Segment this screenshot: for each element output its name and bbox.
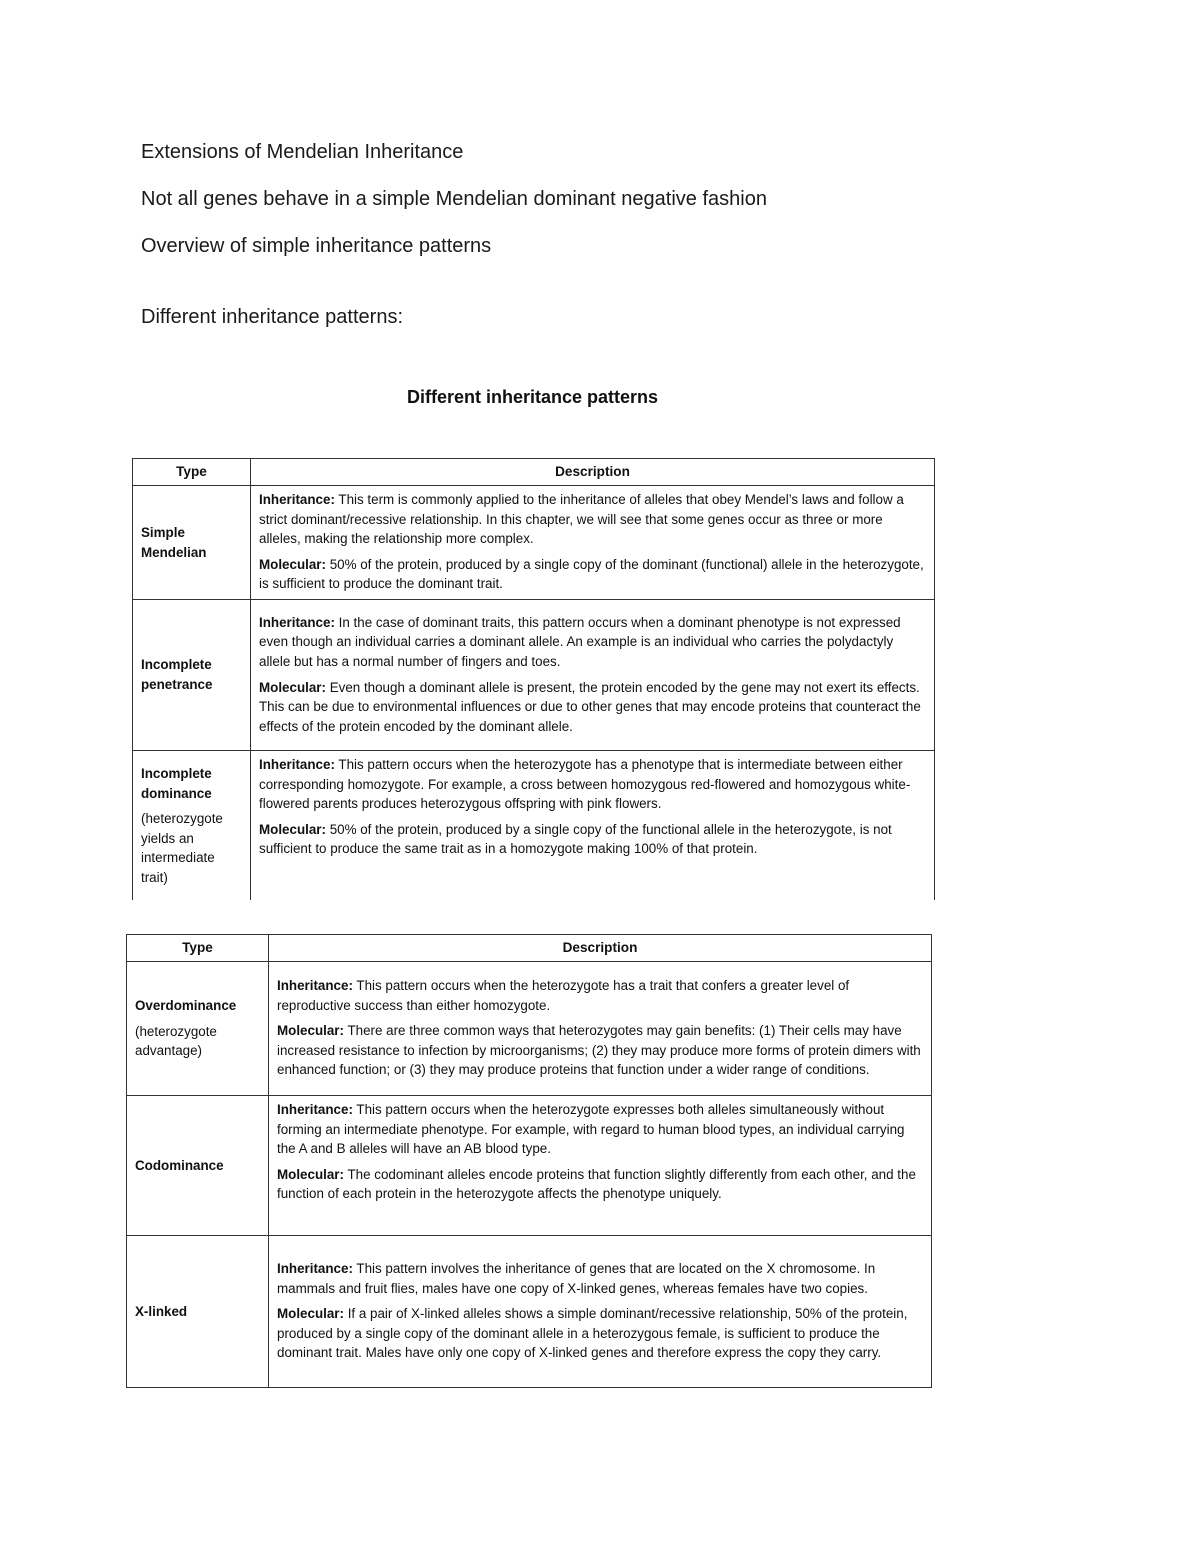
type-cell (127, 1096, 269, 1236)
type-name: X-linked (135, 1303, 188, 1319)
description-cell (269, 1096, 932, 1236)
type-cell (127, 962, 269, 1096)
molecular-paragraph (259, 820, 926, 859)
table-row (127, 962, 932, 1096)
molecular-paragraph (259, 678, 926, 737)
table-row (133, 600, 935, 751)
inheritance-paragraph (259, 490, 926, 549)
molecular-paragraph (277, 1165, 923, 1204)
molecular-text: 50% of the protein, produced by a single copy of the dominant (functional) allele in the heterozygote, is sufficient to produce the dominant trait. (259, 556, 924, 592)
inheritance-label: Inheritance: (259, 492, 335, 508)
molecular-label: Molecular: (277, 1306, 344, 1322)
type-name: Overdominance (135, 998, 237, 1014)
inheritance-paragraph (277, 1100, 923, 1159)
inheritance-text: This pattern occurs when the heterozygote has a phenotype that is intermediate between either corresponding homozygote. For example, a cross between homozygous red-flowered and homozygous white-flowered parents produces heterozygous offspring with pink flowers. (259, 757, 911, 812)
molecular-paragraph (277, 1304, 923, 1363)
inheritance-label: Inheritance: (259, 614, 335, 630)
molecular-label: Molecular: (277, 1166, 344, 1182)
inheritance-text: This term is commonly applied to the inheritance of alleles that obey Mendel’s laws and follow a strict dominant/recessive relationship. In this chapter, we will see that some genes occur as three or more alleles, making the relationship more complex. (259, 492, 904, 547)
inheritance-label: Inheritance: (259, 757, 335, 772)
type-column-header: Type (133, 459, 251, 486)
type-name: Incomplete penetrance (141, 657, 213, 692)
inheritance-paragraph (259, 613, 926, 672)
figure-title: Different inheritance patterns (406, 387, 659, 407)
molecular-text: 50% of the protein, produced by a single copy of the functional allele in the heterozygote, is not sufficient to produce the same trait as in a homozygote making 100% of that protein. (259, 821, 892, 857)
description-column-header: Description (269, 935, 932, 962)
inheritance-text: This pattern occurs when the heterozygote has a trait that confers a greater level of reproductive success than either homozygote. (277, 978, 850, 1013)
inheritance-text: In the case of dominant traits, this pattern occurs when a dominant phenotype is not expressed even though an individual carries a dominant allele. An example is an individual who carries the polydactyly allele but has a normal number of fingers and toes. (259, 614, 901, 669)
inheritance-paragraph (277, 1259, 923, 1298)
patterns-line: Different inheritance patterns: (141, 306, 404, 328)
type-name: Simple Mendelian (141, 524, 207, 560)
intro-sentence: Not all genes behave in a simple Mendelian dominant negative fashion (141, 188, 767, 210)
molecular-label: Molecular: (259, 679, 326, 695)
type-name: Incomplete dominance (141, 766, 212, 801)
molecular-text: If a pair of X-linked alleles shows a simple dominant/recessive relationship, 50% of the protein, produced by a single copy of the dominant allele in a heterozygous female, is sufficient to produce the dominant trait. Males have only one copy of X-linked genes and therefore express the copy they carry. (277, 1306, 908, 1361)
type-note: (heterozygote yields an intermediate trait) (141, 811, 223, 885)
type-cell (133, 600, 251, 751)
description-column-header: Description (251, 459, 935, 486)
inheritance-paragraph (277, 976, 923, 1015)
table-row (133, 751, 935, 900)
inheritance-paragraph (259, 755, 926, 814)
inheritance-label: Inheritance: (277, 978, 353, 994)
molecular-label: Molecular: (259, 821, 326, 837)
table-header-row (133, 459, 935, 486)
inheritance-table-2 (126, 934, 932, 1388)
document-title: Extensions of Mendelian Inheritance (141, 141, 464, 163)
table-row (133, 486, 935, 600)
inheritance-text: This pattern involves the inheritance of genes that are located on the X chromosome. In mammals and fruit flies, males have one copy of X-linked genes, whereas females have two copies. (277, 1261, 876, 1296)
type-column-header: Type (127, 935, 269, 962)
type-cell (133, 486, 251, 600)
description-cell (251, 486, 935, 600)
molecular-text: Even though a dominant allele is present, the protein encoded by the gene may not exert its effects. This can be due to environmental influences or due to other genes that may encode proteins that counteract the effects of the protein encoded by the dominant allele. (259, 679, 921, 734)
inheritance-label: Inheritance: (277, 1102, 353, 1117)
description-cell (269, 1236, 932, 1388)
inheritance-label: Inheritance: (277, 1261, 353, 1277)
type-cell (127, 1236, 269, 1388)
molecular-text: There are three common ways that heterozygotes may gain benefits: (1) Their cells may have increased resistance to infection by microorganisms; (2) they may produce more forms of protein dimers with enhanced function; or (3) they may produce proteins that function under a wider range of conditions. (277, 1023, 921, 1078)
inheritance-table-1 (132, 458, 935, 900)
type-cell (133, 751, 251, 900)
molecular-paragraph (277, 1021, 923, 1080)
description-cell (251, 751, 935, 900)
molecular-paragraph (259, 555, 926, 594)
overview-line: Overview of simple inheritance patterns (141, 235, 492, 257)
type-name: Codominance (135, 1157, 224, 1173)
table-header-row (127, 935, 932, 962)
molecular-text: The codominant alleles encode proteins that function slightly differently from each other, and the function of each protein in the heterozygote affects the phenotype uniquely. (277, 1166, 916, 1202)
description-cell (251, 600, 935, 751)
inheritance-text: This pattern occurs when the heterozygote expresses both alleles simultaneously without forming an intermediate phenotype. For example, with regard to human blood types, an individual carrying the A and B alleles will have an AB blood type. (277, 1102, 905, 1157)
table-row (127, 1096, 932, 1236)
description-cell (269, 962, 932, 1096)
type-note: (heterozygote advantage) (135, 1023, 217, 1059)
molecular-label: Molecular: (259, 556, 326, 572)
molecular-label: Molecular: (277, 1023, 344, 1039)
table-row (127, 1236, 932, 1388)
